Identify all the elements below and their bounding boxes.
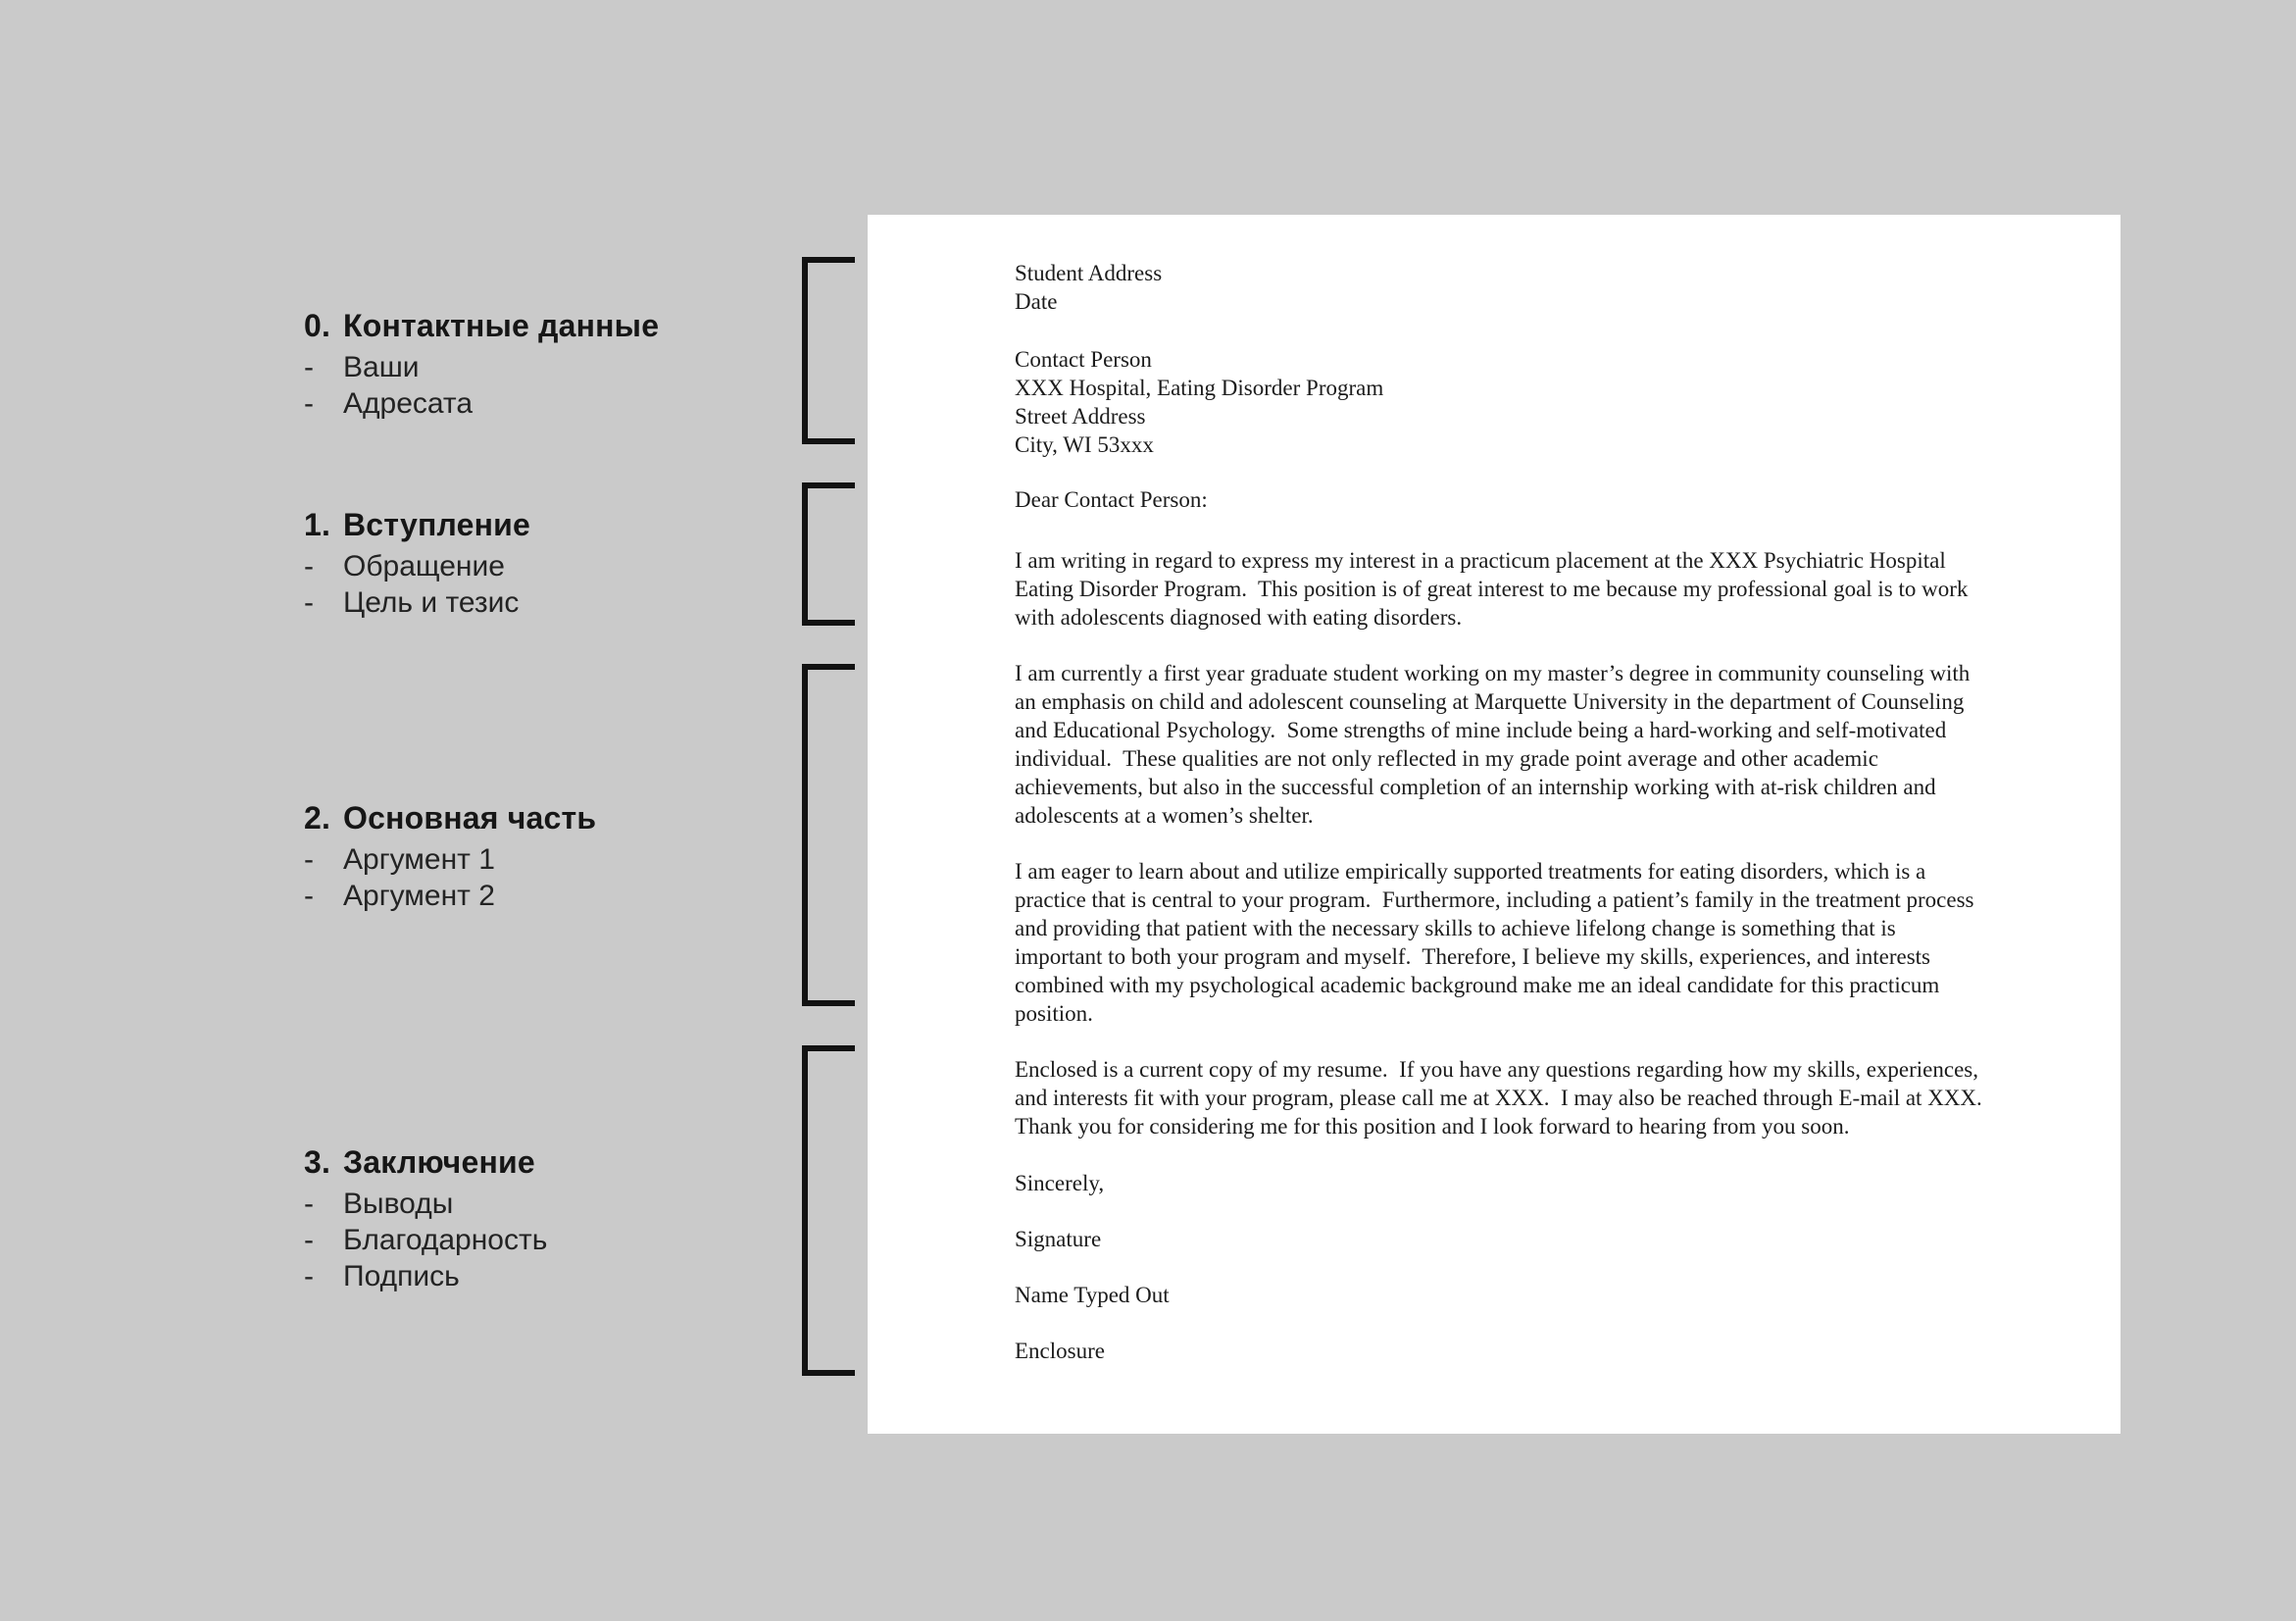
recipient-name-line: Contact Person: [1015, 347, 1152, 372]
outline-item-label: Аргумент 2: [343, 880, 495, 912]
section-heading: [304, 506, 765, 543]
sender-address-block: [1015, 259, 1987, 316]
outline-item: [304, 548, 765, 584]
section-heading: [304, 1143, 765, 1181]
section-number: 3.: [304, 1144, 331, 1180]
signature-line: Signature: [1015, 1227, 1102, 1251]
outline-item-label: Подпись: [343, 1260, 460, 1292]
section-title: Заключение: [343, 1144, 535, 1180]
outline-item: [304, 841, 765, 878]
bracket-conclusion: [802, 1045, 855, 1376]
section-heading: [304, 307, 765, 344]
typed-name-line: Name Typed Out: [1015, 1283, 1170, 1307]
section-heading: [304, 799, 765, 836]
section-number: 0.: [304, 308, 331, 343]
section-number: 2.: [304, 800, 331, 836]
outline-item-label: Обращение: [343, 550, 505, 583]
outline-item-label: Благодарность: [343, 1224, 548, 1256]
bullet-dash: -: [304, 387, 314, 420]
section-title: Основная часть: [343, 800, 597, 836]
outline-section-conclusion: [304, 1143, 765, 1294]
outline-item-label: Ваши: [343, 351, 420, 383]
bullet-dash: -: [304, 351, 314, 383]
letter-paragraph-argument-1: I am currently a first year graduate student working on my master’s degree in community counseling with an emphasis on child and adolescent counseling at Marquette University in the department of Counseling and Educational Psychology. Some strengths of mine include being a hard-working and self-motivated individual. These qualities are not only reflected in my grade point average and other academic achievements, but also in the successful completion of an internship working with at-risk children and adolescents at a women’s shelter.: [1015, 661, 1976, 828]
outline-item-label: Аргумент 1: [343, 843, 495, 876]
bullet-dash: -: [304, 550, 314, 583]
section-title: Вступление: [343, 507, 530, 542]
outline-item: [304, 878, 765, 914]
recipient-street-line: Street Address: [1015, 404, 1146, 429]
bullet-dash: -: [304, 1260, 314, 1292]
outline-item-label: Цель и тезис: [343, 586, 520, 619]
bracket-contact-data: [802, 257, 855, 444]
outline-item: [304, 1258, 765, 1294]
outline-section-introduction: [304, 506, 765, 621]
closing-block: [1015, 1169, 1987, 1365]
bracket-introduction: [802, 482, 855, 626]
letter-paragraph-intro: I am writing in regard to express my interest in a practicum placement at the XXX Psychiatric Hospital Eating Disorder Program. This position is of great interest to me because my professional goal is to work with adolescents diagnosed with eating disorders.: [1015, 548, 1974, 630]
date-line: Date: [1015, 289, 1058, 314]
sender-address-line: Student Address: [1015, 261, 1163, 285]
outline-item-label: Выводы: [343, 1188, 454, 1220]
outline-item: [304, 349, 765, 385]
salutation-line: Dear Contact Person:: [1015, 487, 1208, 512]
outline-item: [304, 1186, 765, 1222]
section-title: Контактные данные: [343, 308, 660, 343]
bullet-dash: -: [304, 880, 314, 912]
letter-page: [868, 215, 2121, 1434]
letter-body: [1015, 259, 1993, 1393]
bullet-dash: -: [304, 843, 314, 876]
recipient-city-line: City, WI 53xxx: [1015, 432, 1154, 457]
outline-item: [304, 1222, 765, 1258]
outline-section-main-body: [304, 799, 765, 914]
bullet-dash: -: [304, 1224, 314, 1256]
bullet-dash: -: [304, 586, 314, 619]
section-number: 1.: [304, 507, 331, 542]
letter-paragraph-argument-2: I am eager to learn about and utilize empirically supported treatments for eating disorders, which is a practice that is central to your program. Furthermore, including a patient’s family in the treatment process and providing that patient with the necessary skills to achieve lifelong change is something that is important to both your program and myself. Therefore, I believe my skills, experiences, and interests combined with my psychological academic background make me an ideal candidate for this practicum position.: [1015, 859, 1980, 1026]
outline-item: [304, 385, 765, 422]
recipient-address-block: [1015, 345, 1987, 459]
recipient-org-line: XXX Hospital, Eating Disorder Program: [1015, 376, 1384, 400]
bullet-dash: -: [304, 1188, 314, 1220]
letter-paragraph-conclusion: Enclosed is a current copy of my resume. If you have any questions regarding how my skills, experiences, and interests fit with your program, please call me at XXX. I may also be reached through E-mail at XXX. Thank you for considering me for this position and I look forward to hearing from you soon.: [1015, 1057, 1993, 1139]
sincerely-line: Sincerely,: [1015, 1171, 1105, 1195]
outline-item: [304, 584, 765, 621]
outline-section-contact-data: [304, 307, 765, 422]
bracket-main-body: [802, 664, 855, 1006]
enclosure-line: Enclosure: [1015, 1339, 1105, 1363]
outline-item-label: Адресата: [343, 387, 473, 420]
